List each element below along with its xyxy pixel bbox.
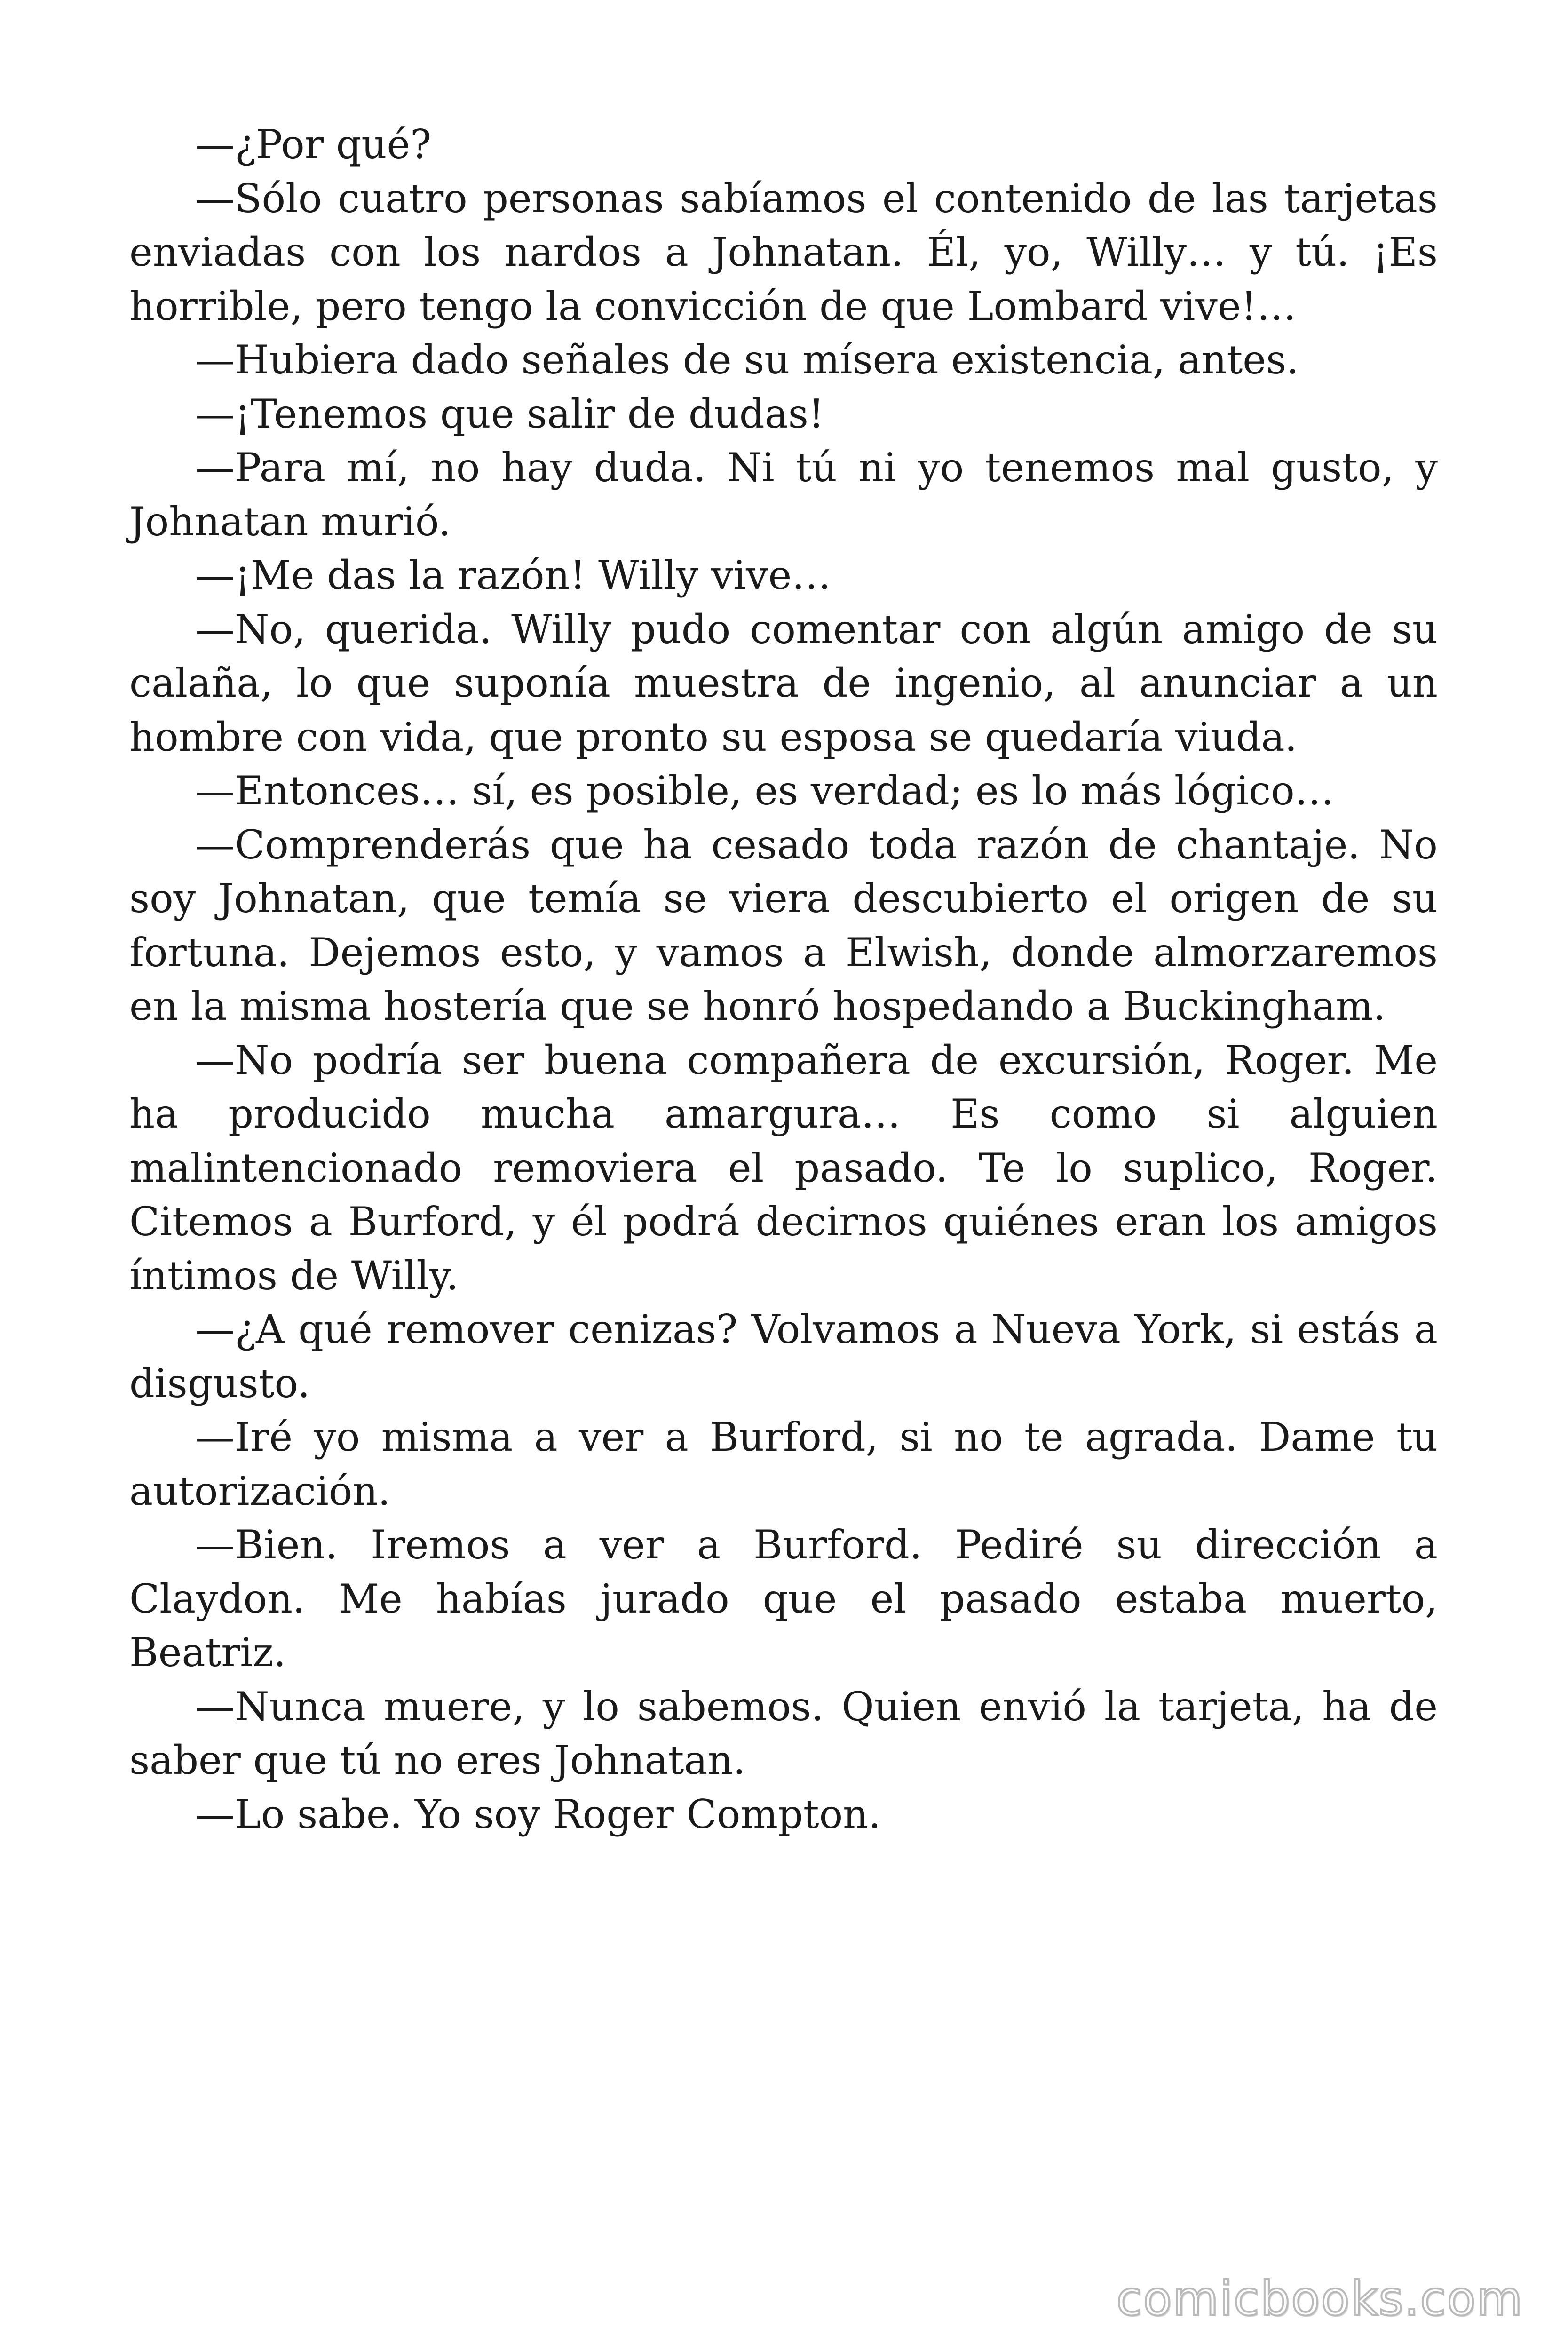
paragraph: —Para mí, no hay duda. Ni tú ni yo tenemos mal gusto, y Johnatan murió. <box>129 445 1438 545</box>
paragraph: —Hubiera dado señales de su mísera existencia, antes. <box>195 337 1299 383</box>
paragraph: —No podría ser buena compañera de excursión, Roger. Me ha producido mucha amargura… Es como si alguien malintencionado removiera el pasado. Te lo suplico, Roger. Citemos a Burford, y él podrá decirnos quiénes eran los amigos íntimos de Willy. <box>129 1037 1438 1299</box>
paragraph: —Lo sabe. Yo soy Roger Compton. <box>195 1791 881 1837</box>
watermark: comicbooks.com <box>1116 2271 1523 2326</box>
paragraph: —Sólo cuatro personas sabíamos el contenido de las tarjetas enviadas con los nardos a Johnatan. Él, yo, Willy… y tú. ¡Es horrible, pero tengo la convicción de que Lombard vive!… <box>129 175 1438 329</box>
body-text <box>129 118 1438 1841</box>
paragraph: —Nunca muere, y lo sabemos. Quien envió la tarjeta, ha de saber que tú no eres Johnatan. <box>129 1683 1438 1783</box>
paragraph: —Bien. Iremos a ver a Burford. Pediré su dirección a Claydon. Me habías jurado que el pasado estaba muerto, Beatriz. <box>129 1522 1438 1676</box>
paragraph: —Entonces… sí, es posible, es verdad; es lo más lógico… <box>195 768 1334 814</box>
paragraph: —Comprenderás que ha cesado toda razón de chantaje. No soy Johnatan, que temía se viera descubierto el origen de su fortuna. Dejemos esto, y vamos a Elwish, donde almorzaremos en la misma hostería que se honró hospedando a Buckingham. <box>129 821 1438 1029</box>
paragraph: —¡Me das la razón! Willy vive… <box>195 552 832 598</box>
paragraph: —¡Tenemos que salir de dudas! <box>195 390 824 437</box>
paragraph: —¿Por qué? <box>195 121 432 167</box>
paragraph: —¿A qué remover cenizas? Volvamos a Nueva York, si estás a disgusto. <box>129 1306 1438 1406</box>
paragraph: —No, querida. Willy pudo comentar con algún amigo de su calaña, lo que suponía muestra de ingenio, al anunciar a un hombre con vida, que pronto su esposa se quedaría viuda. <box>129 606 1438 760</box>
paragraph: —Iré yo misma a ver a Burford, si no te agrada. Dame tu autorización. <box>129 1414 1438 1514</box>
